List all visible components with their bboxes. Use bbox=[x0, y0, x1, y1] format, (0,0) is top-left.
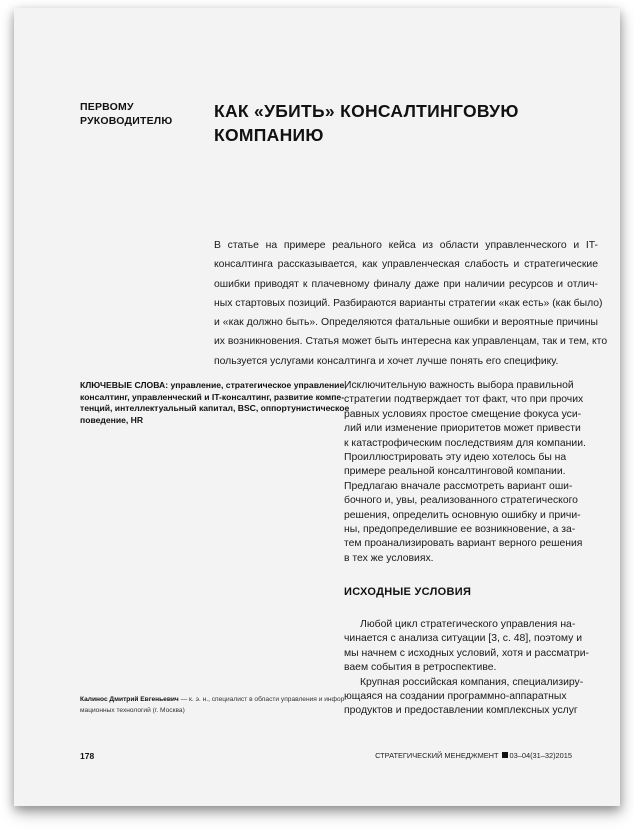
body-line: в тех же условиях. bbox=[344, 552, 434, 564]
section-heading: ИСХОДНЫЕ УСЛОВИЯ bbox=[344, 586, 472, 598]
square-bullet-icon bbox=[502, 752, 508, 758]
article-abstract bbox=[214, 236, 608, 371]
body-line: ваем события в ретроспективе. bbox=[344, 662, 497, 674]
journal-footer bbox=[375, 751, 572, 760]
article-title bbox=[214, 99, 574, 147]
body-line: к катастрофическим последствиям для компании. bbox=[344, 437, 586, 449]
body-line: чинается с анализа ситуации [3, с. 48], поэтому и bbox=[344, 633, 583, 645]
body-line: Предлагаю вначале рассмотреть вариант оши- bbox=[344, 480, 573, 492]
keywords-line: КЛЮЧЕВЫЕ СЛОВА: управление, стратегическое управление, bbox=[80, 380, 347, 390]
body-line: бочного и, увы, реализованного стратегического bbox=[344, 495, 578, 507]
body-line: примере реальной консалтинговой компании. bbox=[344, 466, 566, 478]
author-name: Калинос Дмитрий Евгеньевич bbox=[80, 696, 179, 703]
body-line: Любой цикл стратегического управления на- bbox=[360, 619, 576, 630]
author-line bbox=[80, 694, 347, 705]
body-line: Проиллюстрировать эту идею хотелось бы на bbox=[344, 452, 567, 464]
page-number: 178 bbox=[80, 751, 95, 761]
abstract-line: В статье на примере реального кейса из области управленческого и IT- bbox=[214, 240, 598, 251]
keywords-line: консалтинг, управленческий и IT-консалтинг, развитие компе- bbox=[80, 391, 345, 402]
rubric-label bbox=[80, 100, 200, 128]
intro-paragraph bbox=[344, 379, 600, 566]
title-line: КОМПАНИЮ bbox=[214, 125, 324, 145]
abstract-line: ных стартовых позиций. Разбираются варианты стратегии «как есть» (как было) bbox=[214, 297, 603, 309]
title-line: КАК «УБИТЬ» КОНСАЛТИНГОВУЮ bbox=[214, 101, 519, 121]
journal-name: СТРАТЕГИЧЕСКИЙ МЕНЕДЖМЕНТ bbox=[375, 751, 499, 760]
abstract-line: ошибки приводят к плачевному финалу даже при наличии ресурсов и отлич- bbox=[214, 278, 598, 290]
abstract-line: консалтинга рассказывается, как управленческая слабость и стратегические bbox=[214, 259, 598, 271]
body-line: тем проанализировать вариант верного решения bbox=[344, 538, 583, 550]
body-line: продуктов и предоставлении комплексных услуг bbox=[344, 705, 578, 717]
section-paragraph bbox=[344, 618, 600, 719]
journal-issue: 03–04(31–32)2015 bbox=[509, 751, 572, 760]
rubric-line: РУКОВОДИТЕЛЮ bbox=[80, 115, 173, 127]
abstract-line: их возникновения. Статья может быть интересна как управленцам, так и тем, кто bbox=[214, 336, 608, 348]
body-line: мы начнем с исходных условий, хотя и рассматри- bbox=[344, 647, 589, 659]
abstract-line: пользуется услугами консалтинга и хочет лучше понять его специфику. bbox=[214, 355, 559, 367]
body-line: лий или изменение приоритетов может привести bbox=[344, 423, 581, 435]
author-credentials: — к. э. н., специалист в области управления и инфор- bbox=[178, 696, 347, 703]
body-line: Крупная российская компания, специализиру- bbox=[360, 676, 584, 688]
abstract-line: и «как должно быть». Определяются фатальные ошибки и вероятные причины bbox=[214, 317, 598, 329]
keywords-line: поведение, HR bbox=[80, 414, 144, 425]
body-line: Исключительную важность выбора правильной bbox=[344, 380, 574, 391]
rubric-line: ПЕРВОМУ bbox=[80, 101, 134, 113]
keywords-line: тенций, интеллектуальный капитал, BSC, оппортунистическое bbox=[80, 403, 350, 414]
body-line: ющаяся на создании программно-аппаратных bbox=[344, 691, 567, 703]
author-note bbox=[80, 694, 347, 716]
author-line: мационных технологий (г. Москва) bbox=[80, 707, 185, 714]
keywords-block bbox=[80, 380, 350, 426]
body-line: решения, определить основную ошибку и причи- bbox=[344, 509, 581, 521]
body-line: равных условиях простое смещение фокуса уси- bbox=[344, 408, 582, 420]
journal-page bbox=[14, 8, 620, 806]
body-line: стратегии подтверждает тот факт, что при прочих bbox=[344, 394, 584, 406]
body-line: ны, предопределившие ее возникновение, а за- bbox=[344, 524, 576, 536]
